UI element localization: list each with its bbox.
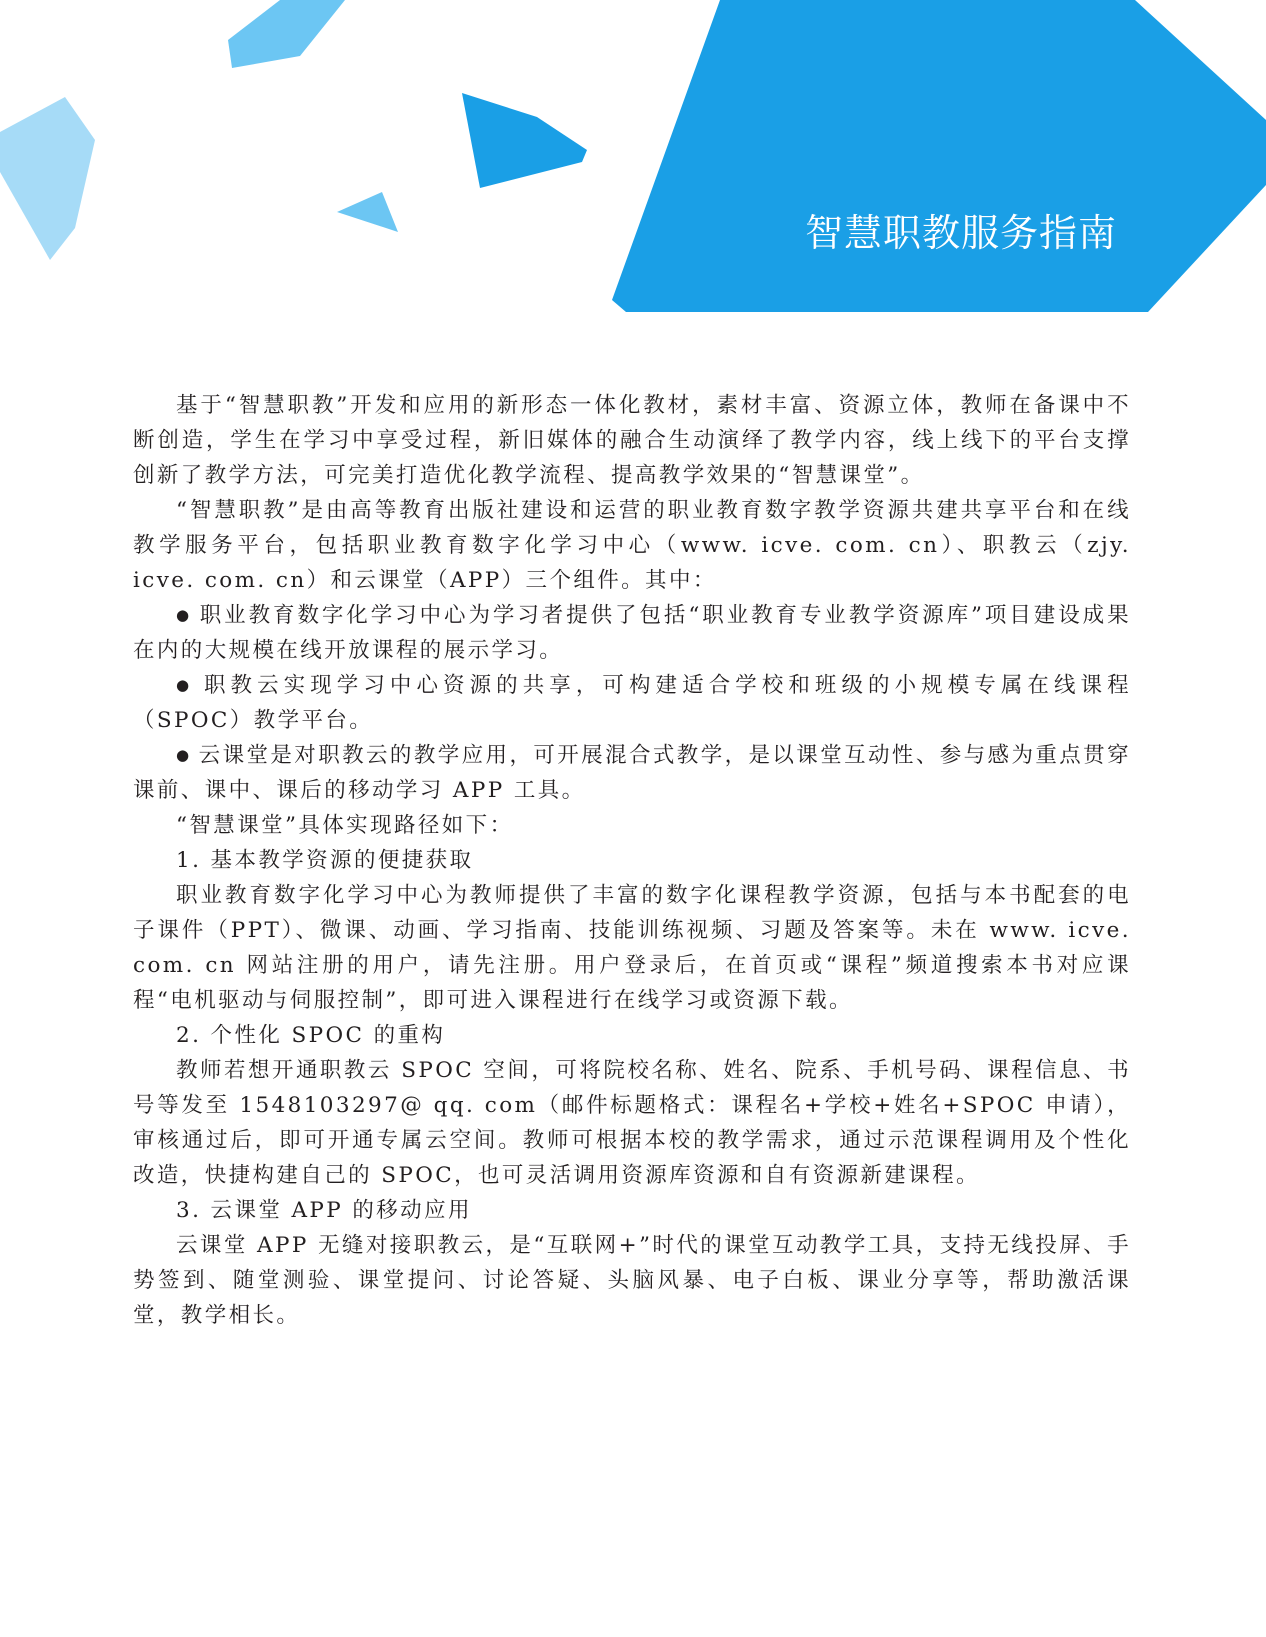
- page-header-title: 智慧职教服务指南: [805, 211, 1118, 255]
- decor-polygon-top: [228, 0, 345, 68]
- decor-polygon-left: [0, 97, 95, 260]
- platform-paragraph: “智慧职教”是由高等教育出版社建设和运营的职业教育数字教学资源共建共享平台和在线教学服务平台，包括职业教育数字化学习中心（www. icve. com. cn）、职教云（zjy. icve. com. cn）和云课堂（APP）三个组件。其中：: [133, 498, 1131, 593]
- intro-paragraph: 基于“智慧职教”开发和应用的新形态一体化教材，素材丰富、资源立体，教师在备课中不断创造，学生在学习中享受过程，新旧媒体的融合生动演绎了教学内容，线上线下的平台支撑创新了教学方法，可完美打造优化教学流程、提高教学效果的“智慧课堂”。: [133, 393, 1131, 488]
- section-body-3: 云课堂 APP 无缝对接职教云，是“互联网+”时代的课堂互动教学工具，支持无线投屏、手势签到、随堂测验、课堂提问、讨论答疑、头脑风暴、电子白板、课业分享等，帮助激活课堂，教学相长。: [133, 1233, 1131, 1328]
- decor-polygon-center: [462, 93, 587, 188]
- bullet-cloud-classroom: ● 云课堂是对职教云的教学应用，可开展混合式教学，是以课堂互动性、参与感为重点贯穿课前、课中、课后的移动学习 APP 工具。: [133, 738, 1131, 808]
- section-heading-2: 2. 个性化 SPOC 的重构: [176, 1023, 446, 1048]
- guide-body: [133, 388, 1131, 1333]
- bullet-zhijiao-cloud: ● 职教云实现学习中心资源的共享，可构建适合学校和班级的小规模专属在线课程（SPOC）教学平台。: [133, 668, 1131, 738]
- header-banner-shape: [612, 0, 1266, 312]
- header-decoration: [0, 0, 1266, 320]
- section-body-1: 职业教育数字化学习中心为教师提供了丰富的数字化课程教学资源，包括与本书配套的电子课件（PPT）、微课、动画、学习指南、技能训练视频、习题及答案等。未在 www. icve. com. cn 网站注册的用户，请先注册。用户登录后，在首页或“课程”频道搜索本书对应课程“电机驱动与伺服控制”，即可进入课程进行在线学习或资源下载。: [133, 883, 1131, 1013]
- bullet-learning-center: ● 职业教育数字化学习中心为学习者提供了包括“职业教育专业教学资源库”项目建设成果在内的大规模在线开放课程的展示学习。: [133, 598, 1131, 668]
- section-heading-1: 1. 基本教学资源的便捷获取: [176, 848, 474, 873]
- path-intro: “智慧课堂”具体实现路径如下：: [176, 813, 514, 838]
- section-body-2: 教师若想开通职教云 SPOC 空间，可将院校名称、姓名、院系、手机号码、课程信息、书号等发至 1548103297@ qq. com（邮件标题格式：课程名+学校+姓名+SPOC 申请），审核通过后，即可开通专属云空间。教师可根据本校的教学需求，通过示范课程调用及个性化改造，快捷构建自己的 SPOC，也可灵活调用资源库资源和自有资源新建课程。: [133, 1058, 1131, 1188]
- decor-polygon-small: [337, 192, 398, 232]
- section-heading-3: 3. 云课堂 APP 的移动应用: [176, 1198, 472, 1223]
